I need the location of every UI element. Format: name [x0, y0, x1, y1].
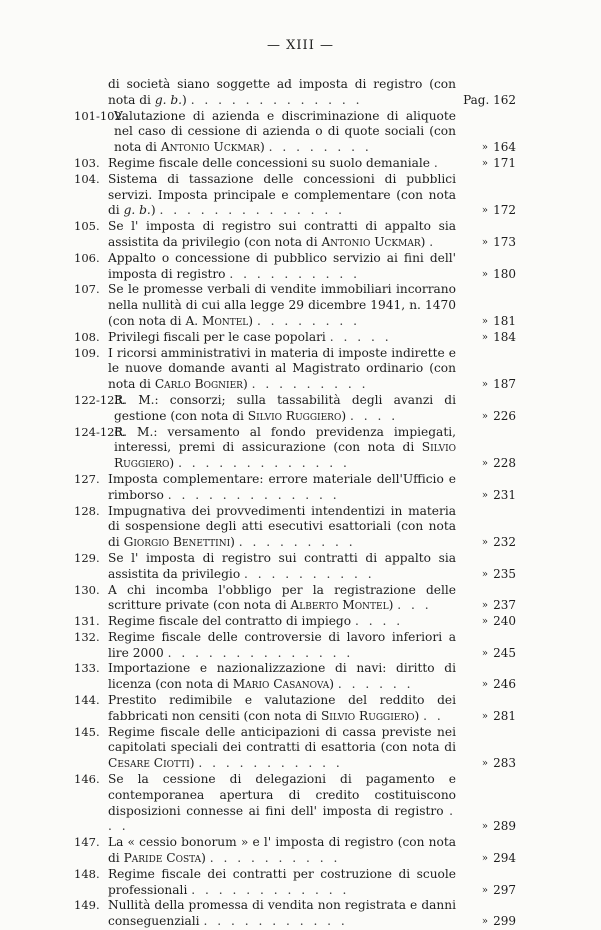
- ditto-mark: »: [481, 489, 488, 501]
- page-number: 171: [493, 155, 516, 170]
- ditto-mark: »: [481, 379, 488, 391]
- toc-entry: [76, 504, 516, 551]
- entry-text: Regime fiscale dei contratti per costruzione di scuole professionali: [108, 866, 456, 897]
- entry-author-initials: g. b.: [154, 92, 183, 107]
- ditto-mark: »: [481, 410, 488, 422]
- leader-dots: . . . . . . . . . .: [229, 266, 360, 281]
- entry-author-name: Silvio Ruggiero: [247, 408, 342, 423]
- entry-title: [108, 551, 456, 583]
- leader-dots: . . . . . . . . .: [251, 377, 369, 392]
- entry-title: [108, 346, 456, 393]
- page-number: 187: [493, 377, 516, 392]
- toc-entry: [76, 725, 516, 772]
- entry-title: [108, 867, 456, 899]
- entry-number: 144.: [74, 693, 100, 708]
- entry-title: [108, 156, 456, 172]
- entry-title: [108, 898, 456, 930]
- ditto-mark: »: [481, 458, 488, 470]
- entry-title: [114, 393, 456, 425]
- entry-number: 146.: [74, 772, 100, 787]
- leader-dots: . . . . . . . . . . .: [198, 756, 343, 771]
- page-number: 240: [493, 614, 516, 629]
- entry-author-name: A. Montel: [185, 313, 249, 328]
- ditto-mark: »: [481, 268, 488, 280]
- entry-title: [108, 330, 456, 346]
- entry-title: [108, 583, 456, 615]
- entry-number: 105.: [74, 219, 100, 234]
- toc-entry: [76, 251, 516, 283]
- toc-entry: [76, 172, 516, 219]
- toc-entry: [76, 614, 516, 630]
- toc-entry: [76, 282, 516, 329]
- page-number: 172: [493, 203, 516, 218]
- entry-author-name: Cesare Ciotti: [108, 756, 190, 771]
- entry-text-suffix: ): [341, 408, 347, 423]
- entry-author-name: Mario Casanova: [232, 677, 330, 692]
- toc-entry: [76, 393, 516, 425]
- entry-author-name: Silvio Ruggiero: [320, 708, 415, 723]
- ditto-mark: »: [481, 679, 488, 691]
- entry-number: 133.: [74, 661, 100, 676]
- toc-entry: [76, 77, 516, 109]
- entry-text-suffix: ): [259, 140, 265, 155]
- entry-text-suffix: ): [150, 203, 156, 218]
- ditto-mark: »: [481, 315, 488, 327]
- entry-title: [108, 251, 456, 283]
- entry-title: [108, 504, 456, 551]
- ditto-mark: »: [481, 616, 488, 628]
- page-number: 164: [493, 140, 516, 155]
- ditto-mark: »: [481, 884, 488, 896]
- entry-text: Appalto o concessione di pubblico servizio ai fini dell' imposta di registro: [108, 250, 456, 281]
- toc-entry: [76, 583, 516, 615]
- toc-entry: [76, 867, 516, 899]
- entry-number: 109.: [74, 345, 100, 360]
- entry-number: 101-102.: [74, 108, 126, 123]
- entry-number: 107.: [74, 282, 100, 297]
- entry-title: [108, 661, 456, 693]
- toc-entry: [76, 551, 516, 583]
- entry-text: Importazione e nazionalizzazione di navi: diritto di licenza (con nota di: [108, 661, 456, 692]
- page-number: 245: [493, 645, 516, 660]
- entry-title: [108, 630, 456, 662]
- entry-text: Imposta complementare: errore materiale dell'Ufficio e rimborso: [108, 471, 456, 502]
- entry-text: Se la cessione di delegazioni di pagamento e contemporanea apertura di credito costituiscono disposizioni connesse ai fini dell' imposta di registro: [108, 772, 456, 818]
- entry-text: Regime fiscale delle anticipazioni di cassa previste nei capitolati speciali dei contratti di esattoria (con nota di: [108, 724, 456, 755]
- leader-dots: . . . . . . . . . .: [244, 566, 375, 581]
- entry-number: 147.: [74, 835, 100, 850]
- ditto-mark: »: [481, 331, 488, 343]
- toc-entry: [76, 630, 516, 662]
- entry-text-suffix: ): [189, 756, 195, 771]
- ditto-mark: »: [481, 710, 488, 722]
- entry-text: R. M.: consorzi; sulla tassabilità degli avanzi di gestione (con nota di: [114, 392, 456, 423]
- entry-text-suffix: ): [420, 234, 426, 249]
- entry-text: Regime fiscale delle controversie di lavoro inferiori a lire 2000: [108, 629, 456, 660]
- entry-text: La « cessio bonorum » e l' imposta di registro (con nota di: [108, 835, 456, 866]
- toc-entry: [76, 346, 516, 393]
- page-number: 173: [493, 234, 516, 249]
- entry-title: [114, 109, 456, 156]
- entry-text: Se le promesse verbali di vendite immobiliari incorrano nella nullità di cui alla legge 29 dicembre 1941, n. 1470 (con nota di: [108, 282, 456, 328]
- entry-number: 145.: [74, 724, 100, 739]
- entry-text: A chi incomba l'obbligo per la registrazione delle scritture private (con nota di: [108, 582, 456, 613]
- page-number: 180: [493, 266, 516, 281]
- entry-text-suffix: ): [230, 535, 235, 550]
- entry-text: Regime fiscale del contratto di impiego: [108, 614, 352, 629]
- page-number: 294: [493, 851, 516, 866]
- page-number: 246: [493, 677, 516, 692]
- leader-dots: . . . . . . . . . .: [209, 851, 341, 866]
- leader-dots: . . . . . .: [337, 677, 414, 692]
- entry-author-name: Giorgio Benettini: [123, 535, 231, 550]
- entry-author-initials: g. b.: [123, 203, 151, 218]
- toc-entry: [76, 835, 516, 867]
- entry-author-name: Paride Costa: [123, 851, 202, 866]
- leader-dots: . . . .: [354, 614, 404, 629]
- ditto-mark: »: [481, 600, 488, 612]
- page-number: 228: [493, 456, 516, 471]
- entry-text-suffix: ): [388, 598, 394, 613]
- entry-text: Sistema di tassazione delle concessioni di pubblici servizi. Imposta principale e complementare (con nota di: [108, 171, 456, 218]
- entry-author-name: Alberto Montel: [290, 598, 389, 613]
- leader-dots: . . . . . . . . . . . .: [191, 882, 350, 897]
- page-number: 181: [493, 313, 516, 328]
- entry-text: Se l' imposta di registro sui contratti di appalto sia assistita da privilegio (con nota di: [108, 219, 456, 249]
- entry-text: Valutazione di azienda e discriminazione di aliquote nel caso di cessione di azienda o di quote sociali (con nota di: [114, 108, 456, 155]
- leader-dots: . . . .: [349, 408, 399, 423]
- page-number: 237: [493, 598, 516, 613]
- page-number: 299: [493, 914, 516, 929]
- toc-entry: [76, 693, 516, 725]
- toc-entry: [76, 772, 516, 835]
- leader-dots: . . . . . . . .: [268, 140, 372, 155]
- entry-author-name: Antonio Uckmar: [160, 140, 260, 155]
- entry-number: 148.: [74, 866, 100, 881]
- page-number: 289: [493, 819, 516, 834]
- toc-entry: [76, 156, 516, 172]
- entry-author-name: Carlo Bognier: [154, 377, 243, 392]
- page-number: 226: [493, 408, 516, 423]
- entry-title: [108, 77, 456, 109]
- entry-title: [114, 425, 456, 472]
- page-number: 235: [493, 566, 516, 581]
- entry-number: 131.: [74, 614, 100, 629]
- page-number: 232: [493, 535, 516, 550]
- entry-number: 132.: [74, 629, 100, 644]
- leader-dots: .: [433, 155, 441, 170]
- leader-dots: . . . . . . . . . . . . . .: [159, 203, 346, 218]
- leader-dots: . . . . . . . . . . .: [203, 914, 348, 929]
- entry-text: Prestito redimibile e valutazione del reddito dei fabbricati non censiti (con nota di: [108, 693, 456, 723]
- leader-dots: . . . . .: [329, 329, 392, 344]
- entry-number: 104.: [74, 171, 100, 186]
- entry-text: R. M.: versamento al fondo previdenza impiegati, interessi, premi di assicurazione (con nota di: [114, 424, 456, 455]
- leader-dots: .: [429, 234, 437, 249]
- entry-text: Regime fiscale delle concessioni su suolo demaniale: [108, 155, 430, 170]
- entry-title: [108, 725, 456, 772]
- entry-title: [108, 693, 456, 725]
- entry-title: [108, 772, 456, 835]
- leader-dots: . . . . . . . . . . . . .: [178, 456, 350, 471]
- entry-title: [108, 472, 456, 504]
- entry-text-suffix: ): [248, 313, 254, 328]
- ditto-mark: »: [481, 821, 488, 833]
- entry-text-suffix: ): [201, 851, 206, 866]
- ditto-mark: »: [481, 537, 488, 549]
- entry-title: [108, 614, 456, 630]
- entry-text: I ricorsi amministrativi in materia di imposte indirette e le nuove domande avanti al Magistrato ordinario (con nota di: [108, 345, 456, 392]
- toc-entry: [76, 661, 516, 693]
- entry-number: 108.: [74, 329, 100, 344]
- entry-number: 149.: [74, 898, 100, 913]
- entry-text: Se l' imposta di registro sui contratti di appalto sia assistita da privilegio: [108, 550, 456, 581]
- leader-dots: . . . . . . . .: [256, 313, 361, 328]
- ditto-mark: »: [481, 916, 488, 928]
- table-of-contents: [76, 77, 516, 930]
- entry-number: 124-126.: [74, 424, 126, 439]
- page-number: 283: [493, 756, 516, 771]
- entry-text-suffix: ): [169, 456, 175, 471]
- entry-author-name: Silvio Ruggiero: [114, 440, 456, 471]
- entry-number: 129.: [74, 550, 100, 565]
- entry-number: 128.: [74, 503, 100, 518]
- entry-text: Impugnativa dei provvedimenti intendentizi in materia di sospensione degli atti esecutivi esattoriali (con nota di: [108, 503, 456, 550]
- entry-text-suffix: ): [414, 708, 420, 723]
- entry-title: [108, 282, 456, 329]
- toc-entry: [76, 472, 516, 504]
- entry-title: [108, 219, 456, 251]
- entry-text-suffix: ): [182, 92, 187, 107]
- entry-title: [108, 835, 456, 867]
- page-number: Pag. 162: [463, 92, 516, 107]
- page-number: 231: [493, 487, 516, 502]
- entry-text: di società siano soggette ad imposta di registro (con nota di: [108, 77, 456, 107]
- toc-entry: [76, 109, 516, 156]
- toc-entry: [76, 425, 516, 472]
- leader-dots: . . . . . . . . .: [238, 535, 356, 550]
- toc-entry: [76, 219, 516, 251]
- page-number: 297: [493, 882, 516, 897]
- ditto-mark: »: [481, 142, 488, 154]
- entry-text: Privilegi fiscali per le case popolari: [108, 329, 326, 344]
- toc-entry: [76, 898, 516, 930]
- ditto-mark: »: [481, 568, 488, 580]
- entry-title: [108, 172, 456, 219]
- page-number: 184: [493, 329, 516, 344]
- ditto-mark: »: [481, 236, 488, 248]
- ditto-mark: »: [481, 205, 488, 217]
- entry-text-suffix: ): [242, 377, 248, 392]
- page-number: 281: [493, 708, 516, 723]
- entry-text-suffix: ): [329, 677, 334, 692]
- leader-dots: . . . . . . . . . . . . .: [167, 487, 340, 502]
- leader-dots: . .: [423, 708, 444, 723]
- ditto-mark: »: [481, 157, 488, 169]
- entry-number: 122-123.: [74, 392, 126, 407]
- ditto-mark: »: [481, 758, 488, 770]
- leader-dots: . . .: [397, 598, 432, 613]
- leader-dots: . . . . . . . . . . . . . .: [167, 645, 354, 660]
- ditto-mark: »: [481, 853, 488, 865]
- entry-author-name: Antonio Uckmar: [321, 234, 421, 249]
- toc-entry: [76, 330, 516, 346]
- ditto-mark: »: [481, 647, 488, 659]
- entry-number: 106.: [74, 250, 100, 265]
- entry-number: 127.: [74, 471, 100, 486]
- page-header-number: — XIII —: [267, 38, 334, 53]
- entry-text: Nullità della promessa di vendita non registrata e danni conseguenziali: [108, 898, 456, 929]
- leader-dots: . . .: [108, 803, 457, 834]
- entry-number: 103.: [74, 155, 100, 170]
- entry-number: 130.: [74, 582, 100, 597]
- leader-dots: . . . . . . . . . . . . .: [190, 92, 363, 107]
